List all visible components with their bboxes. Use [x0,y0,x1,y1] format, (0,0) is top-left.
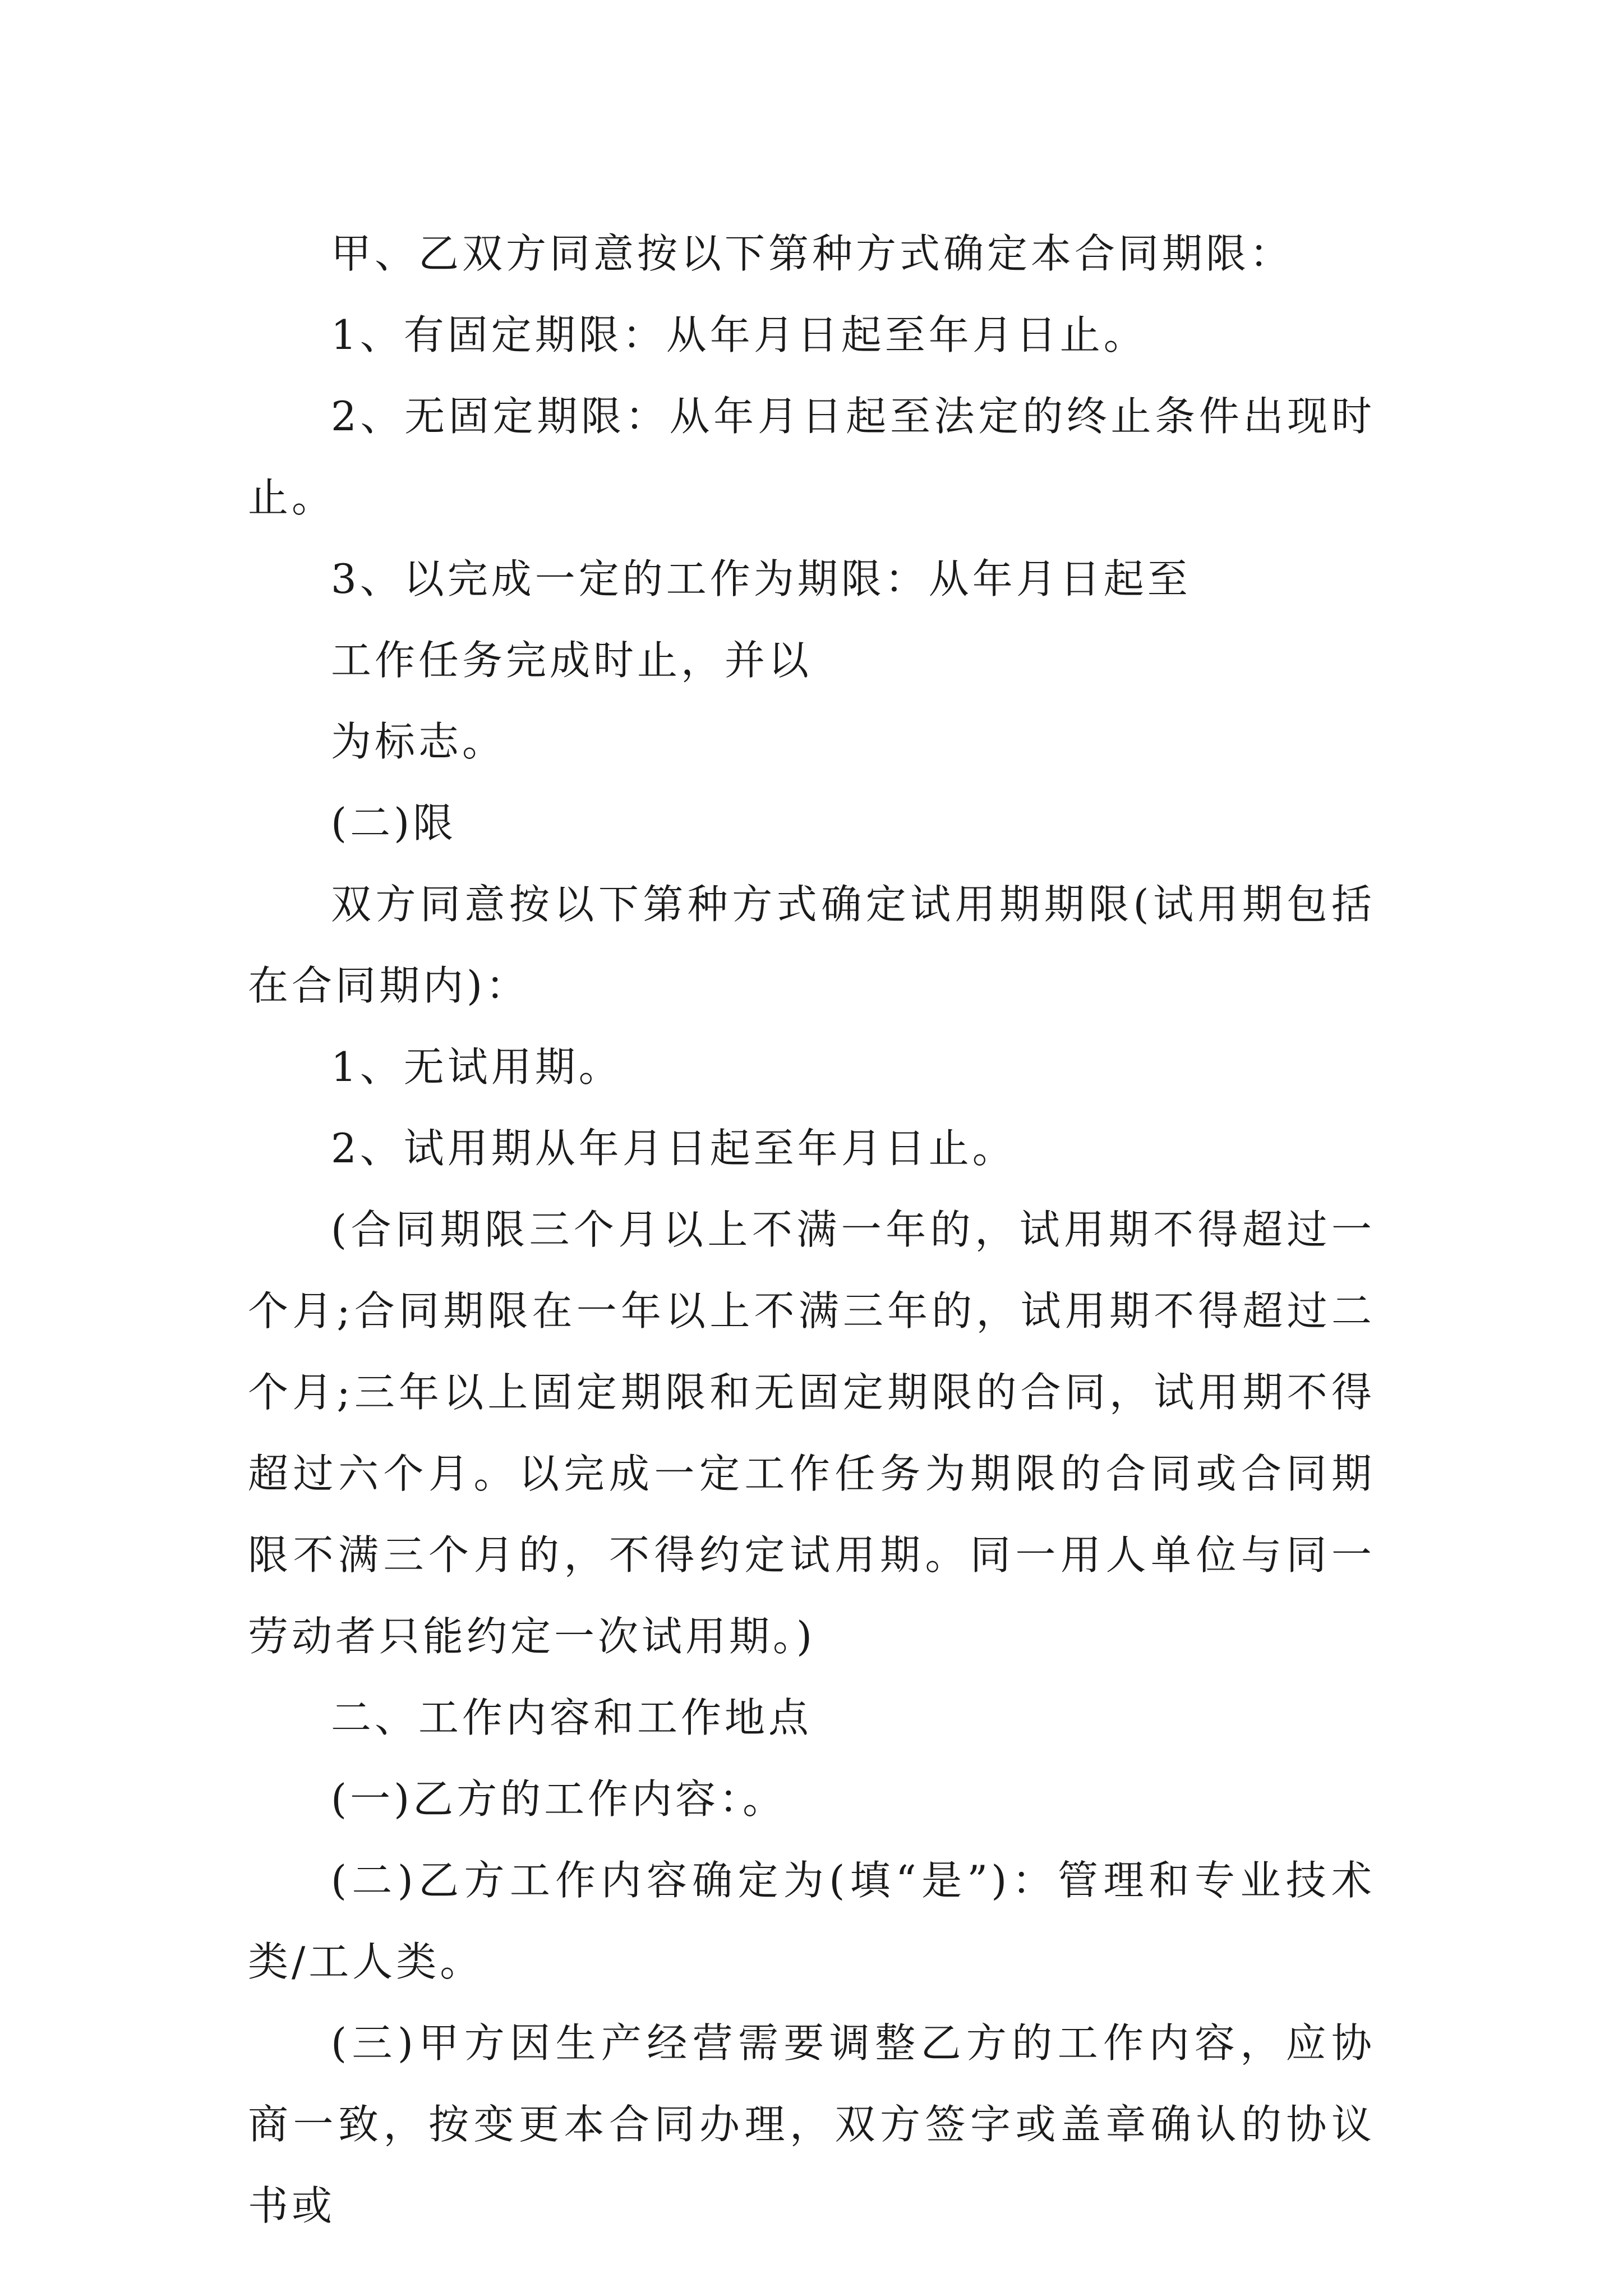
paragraph-no-probation: 1、无试用期。 [331,1043,623,1091]
document-body [248,213,1375,2247]
paragraph-open-term: 2、无固定期限：从年月日起至法定的终止条件出现时止。 [248,393,1375,521]
paragraph-probation-period: 2、试用期从年月日起至年月日止。 [331,1125,1016,1172]
paragraph-fixed-term: 1、有固定期限：从年月日起至年月日止。 [331,311,1147,358]
paragraph-task-completion: 工作任务完成时止，并以 [331,637,813,684]
paragraph-work-adjustment: (三)甲方因生产经营需要调整乙方的工作内容，应协商一致，按变更本合同办理，双方签字或盖章确认的协议书或 [248,2019,1375,2229]
paragraph-probation-rules: (合同期限三个月以上不满一年的，试用期不得超过一个月;合同期限在一年以上不满三年的，试用期不得超过二个月;三年以上固定期限和无固定期限的合同，试用期不得超过六个月。以完成一定工作任务为期限的合同或合同期限不满三个月的，不得约定试用期。同一用人单位与同一劳动者只能约定一次试用期。) [248,1206,1375,1660]
paragraph-work-content: (一)乙方的工作内容：。 [331,1775,787,1823]
paragraph-contract-term-intro: 甲、乙双方同意按以下第种方式确定本合同期限： [331,230,1294,277]
paragraph-task-term: 3、以完成一定的工作为期限：从年月日起至 [331,555,1191,602]
section-heading-probation: (二)限 [331,799,457,846]
paragraph-probation-intro: 双方同意按以下第种方式确定试用期期限(试用期包括在合同期内)： [248,881,1375,1009]
section-heading-work-content: 二、工作内容和工作地点 [331,1694,813,1741]
paragraph-task-marker: 为标志。 [331,718,506,765]
paragraph-work-category: (二)乙方工作内容确定为(填“是”)：管理和专业技术类/工人类。 [248,1857,1375,1985]
